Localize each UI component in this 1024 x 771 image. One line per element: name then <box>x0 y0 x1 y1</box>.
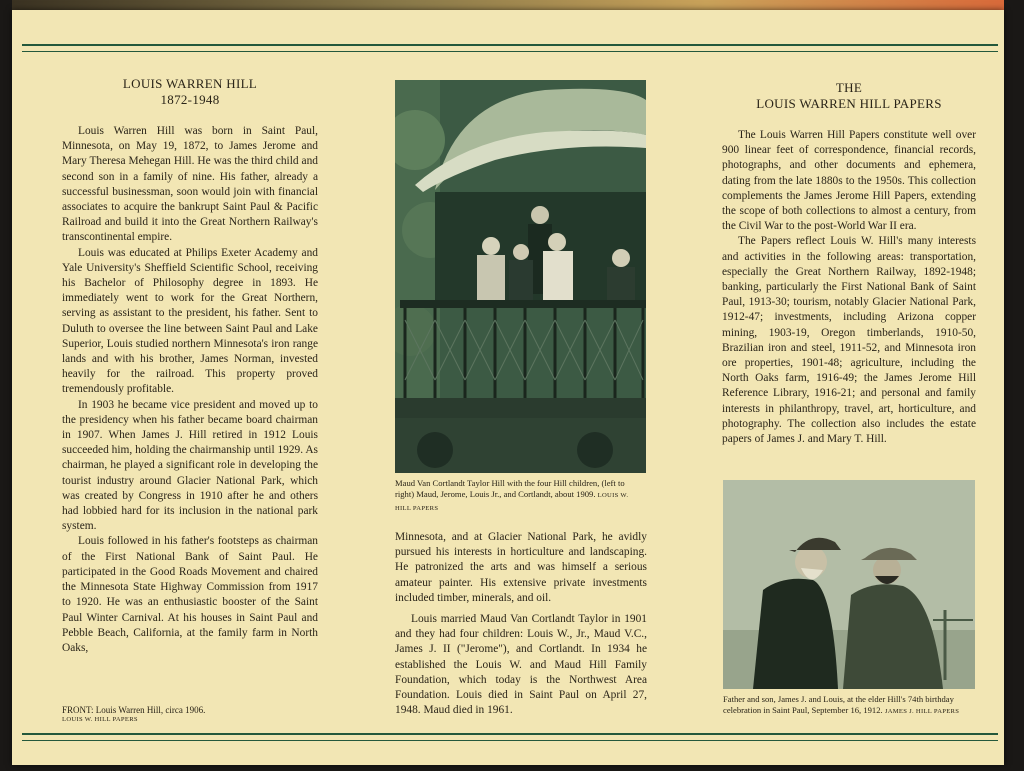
continuation-column <box>395 530 647 718</box>
papers-column <box>722 80 976 447</box>
biography-heading <box>62 76 318 108</box>
biography-paragraph-2: Louis was educated at Philips Exeter Academy and Yale University's Sheffield Scientific School, receiving his Bachelor of Philosophy degree in 1893. He immediately went to work for the Great Northern, serving as assistant to the president, his father. Sent to Duluth to oversee the line between Saint Paul and Lake Superior, Louis studied northern Minnesota's iron range lands and with his brother, James Norman, invested heavily for the railroad. This property proved tremendously profitable. <box>62 246 318 396</box>
biography-paragraph-3: In 1903 he became vice president and moved up to the presidency when his father became board chairman in 1907. When James J. Hill retired in 1912 Louis succeeded him, holding the chairmanship until 1929. As chairman, he played a significant role in developing the tourist industry around Glacier National Park, which was created by Congress in 1910 after he and others had lobbied hard for its inclusion in the national park system. <box>62 398 318 533</box>
continuation-paragraph-1: Minnesota, and at Glacier National Park, he avidly pursued his interests in horticulture and landscaping. He patronized the arts and was himself a serious amateur painter. His extensive private investments included timber, minerals, and oil. <box>395 531 647 604</box>
papers-title-line-2: LOUIS WARREN HILL PAPERS <box>756 96 942 111</box>
continuation-paragraph-2: Louis married Maud Van Cortlandt Taylor in 1901 and they had four children: Louis W., Jr., Maud V.C., James J. II ("Jerome"), and Cortlandt. In 1934 he established the Louis W. and Maud Hill Family Foundation, which today is the Northwest Area Foundation. Louis died in Saint Paul on April 27, 1948. Maud died in 1961. <box>395 613 647 717</box>
father-son-caption <box>723 694 975 718</box>
front-caption <box>62 705 205 725</box>
papers-paragraph-1: The Louis Warren Hill Papers constitute well over 900 linear feet of correspondence, financial records, photographs, and other documents and ephemera, dating from the late 1880s to the 1950s. This collection complements the James Jerome Hill Papers, extending the scope of both collections to almost a century, from the Civil War to the post-World War II era. <box>722 129 976 233</box>
father-son-illustration <box>723 480 975 689</box>
papers-heading <box>722 80 976 112</box>
papers-paragraph-2: The Papers reflect Louis W. Hill's many interests and activities in the following areas: transportation, especially the Great Northern Railway, 1892-1948; banking, particularly the First National Bank of Saint Paul, 1913-30; tourism, notably Glacier National Park, 1912-47; investments, including Arizona copper mining, 1903-19, Oregon timberlands, 1910-50, Brazilian iron and steel, 1911-52, and Minnesota iron ore properties, 1901-48; agriculture, including the North Oaks farm, 1916-49; the James Jerome Hill Reference Library, 1916-21; and personal and family interests in philanthropy, travel, art, horticulture, and photography. The collection also includes the estate papers of James J. and Mary T. Hill. <box>722 235 976 446</box>
biography-column <box>62 76 318 656</box>
family-railcar-illustration <box>395 80 646 473</box>
front-caption-text: FRONT: Louis Warren Hill, circa 1906. <box>62 705 206 715</box>
front-caption-credit: LOUIS W. HILL PAPERS <box>62 716 138 723</box>
father-son-credit: JAMES J. HILL PAPERS <box>884 708 960 716</box>
papers-title-line-1: THE <box>835 80 863 95</box>
family-photo-caption-text: Maud Van Cortlandt Taylor Hill with the four Hill children, (left to right) Maud, Jerome, Louis Jr., and Cortlandt, about 1909. <box>395 478 625 500</box>
bottom-double-rule <box>22 733 998 741</box>
father-son-caption-text: Father and son, James J. and Louis, at the elder Hill's 74th birthday celebration in Saint Paul, September 16, 1912. <box>723 694 954 716</box>
biography-paragraph-4: Louis followed in his father's footsteps as chairman of the First National Bank of Saint Paul. He participated in the Good Roads Movement and chaired the Minnesota State Highway Commission from 1917 to 1920. He was an enthusiastic booster of the Saint Paul Winter Carnival. At his houses in Saint Paul and Pebble Beach, California, at the family farm in North Oaks, <box>62 535 318 654</box>
father-son-photo <box>723 480 975 689</box>
biography-dates: 1872-1948 <box>160 92 220 107</box>
biography-title: LOUIS WARREN HILL <box>122 76 258 91</box>
family-photo-caption <box>395 478 645 514</box>
top-double-rule <box>22 44 998 52</box>
family-photo-credit: LOUIS W. HILL PAPERS <box>395 492 629 512</box>
family-railcar-photo <box>395 80 646 473</box>
biography-paragraph-1: Louis Warren Hill was born in Saint Paul, Minnesota, on May 19, 1872, to James Jerome and Mary Theresa Mehegan Hill. He was the third child and second son in a family of nine. His father, already a successful businessman, soon would join with financial associates to acquire the bankrupt Saint Paul & Pacific Railroad and build it into the Great Northern Railway's transcontinental empire. <box>62 125 318 244</box>
